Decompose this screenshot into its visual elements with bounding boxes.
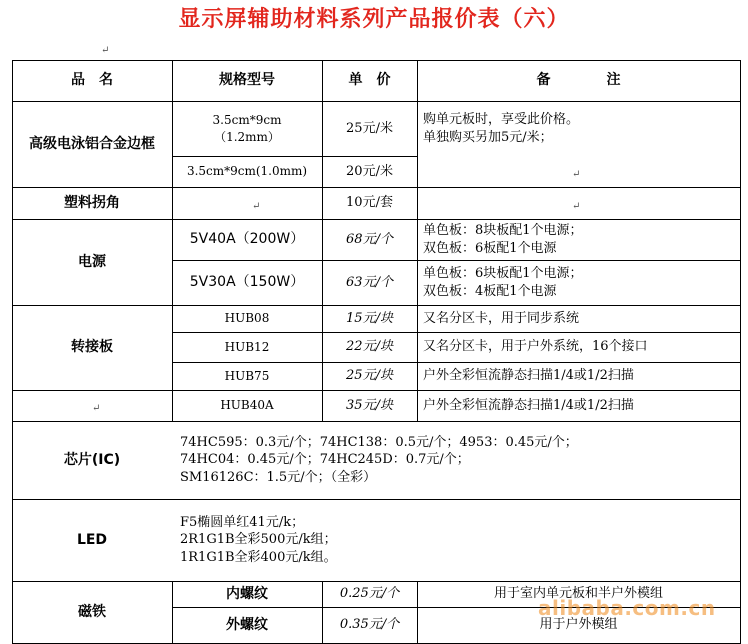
- frame-price-2: 20元/米: [346, 163, 393, 179]
- corner-price: 10元/套: [346, 195, 393, 211]
- ic-name: 芯片(IC): [63, 451, 121, 468]
- adapter-price: 22元/块: [346, 339, 393, 355]
- adapter-note: 户外全彩恒流静态扫描1/4或1/2扫描: [423, 397, 634, 413]
- led-line3: 1R1G1B全彩400元/k组。: [180, 549, 337, 565]
- ic-line2: 74HC04：0.45元/个；74HC245D：0.7元/个；: [180, 452, 470, 468]
- adapter-price: 15元/块: [346, 310, 393, 326]
- adapter-spec: HUB40A: [220, 398, 274, 413]
- magnet-spec-2: 外螺纹: [226, 616, 268, 633]
- watermark: alibaba.com.cn: [538, 596, 716, 620]
- magnet-note-1: 用于室内单元板和半户外模组: [493, 586, 663, 602]
- power-note-2a: 单色板：6块板配1个电源；: [423, 265, 583, 281]
- adapter-price: 35元/块: [346, 397, 393, 413]
- ic-details: [172, 421, 740, 499]
- paragraph-mark: ↵: [572, 169, 581, 180]
- frame-note-line2: 单独购买另加5元/米；: [423, 129, 553, 145]
- page-title: 显示屏辅助材料系列产品报价表（六）: [178, 7, 570, 32]
- price-table: [12, 60, 741, 644]
- corner-name: 塑料拐角: [64, 194, 120, 211]
- header-price: 单 价: [348, 72, 391, 89]
- frame-spec-1: 3.5cm*9cm（1.2mm）: [212, 113, 282, 144]
- header-spec: 规格型号: [219, 72, 275, 89]
- frame-price-1: 25元/米: [346, 120, 393, 136]
- ic-line3: SM16126C：1.5元/个；（全彩）: [180, 469, 377, 485]
- header-note: 备 注: [536, 72, 621, 89]
- adapter-spec: HUB75: [224, 368, 270, 383]
- power-spec-1: 5V40A（200W）: [189, 231, 305, 248]
- adapter-note: 户外全彩恒流静态扫描1/4或1/2扫描: [423, 368, 634, 384]
- power-note-1: [417, 219, 740, 260]
- paragraph-mark: ↵: [572, 201, 581, 212]
- power-note-2: [417, 260, 740, 305]
- adapter-spec: HUB12: [224, 339, 270, 354]
- table-border-right: [740, 60, 741, 644]
- header-name: 品 名: [71, 72, 113, 89]
- power-note-1a: 单色板：8块板配1个电源；: [423, 222, 583, 238]
- frame-note-line1: 购单元板时，享受此价格。: [423, 111, 580, 127]
- magnet-spec-1: 内螺纹: [226, 585, 268, 602]
- ic-line1: 74HC595：0.3元/个；74HC138：0.5元/个；4953：0.45元/个；: [180, 434, 578, 450]
- paragraph-mark: ↵: [92, 403, 101, 414]
- led-details: [172, 499, 740, 581]
- adapter-price: 25元/块: [346, 368, 393, 384]
- power-spec-2: 5V30A（150W）: [189, 274, 305, 291]
- power-note-2b: 双色板：4板配1个电源: [423, 283, 557, 299]
- adapter-note: 又名分区卡，用于户外系统，16个接口: [423, 339, 648, 355]
- power-price-2: 63元/个: [346, 274, 393, 290]
- frame-note: [417, 101, 740, 156]
- paragraph-mark: ↵: [252, 201, 261, 212]
- adapter-spec: HUB08: [224, 311, 270, 326]
- led-line2: 2R1G1B全彩500元/k组；: [180, 532, 337, 548]
- magnet-price-1: 0.25元/个: [339, 586, 400, 602]
- power-price-1: 68元/个: [346, 231, 393, 247]
- power-note-1b: 双色板：6板配1个电源: [423, 240, 557, 256]
- adapter-note: 又名分区卡，用于同步系统: [423, 310, 580, 326]
- power-name: 电源: [78, 253, 106, 270]
- adapter-name: 转接板: [71, 339, 113, 356]
- magnet-note-2: 用于户外模组: [539, 617, 618, 633]
- frame-name: 高级电泳铝合金边框: [29, 135, 155, 152]
- paragraph-mark: ↵: [101, 45, 110, 56]
- led-name: LED: [76, 531, 108, 548]
- magnet-price-2: 0.35元/个: [339, 617, 400, 633]
- frame-spec-2: 3.5cm*9cm(1.0mm): [186, 164, 308, 179]
- led-line1: F5椭圆单红41元/k；: [180, 514, 305, 530]
- magnet-name: 磁铁: [78, 603, 106, 620]
